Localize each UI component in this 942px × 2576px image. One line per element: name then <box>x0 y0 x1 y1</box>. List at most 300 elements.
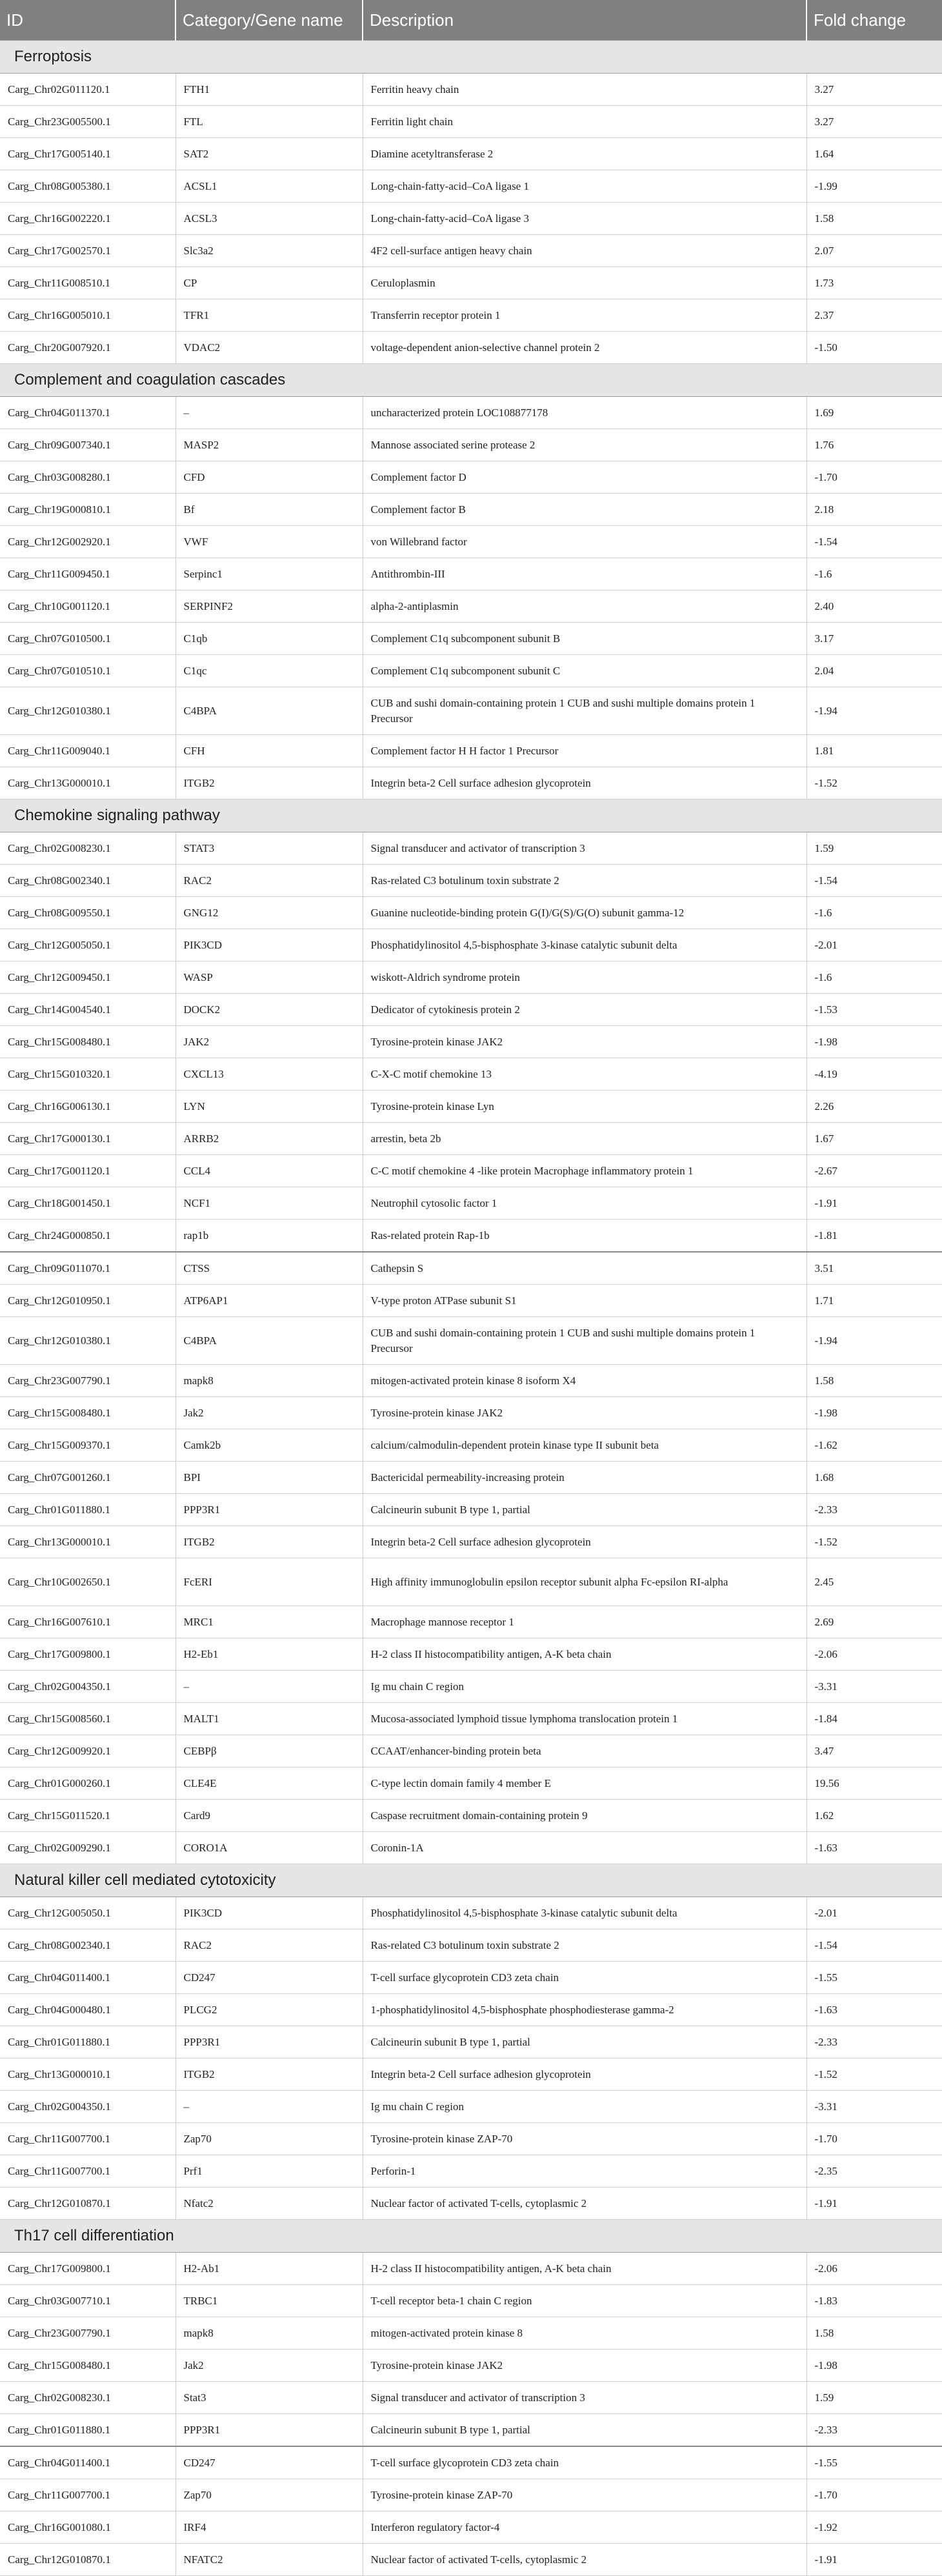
cell-description: mitogen-activated protein kinase 8 isoform X4 <box>363 1365 807 1397</box>
cell-fold-change: 3.27 <box>807 74 942 106</box>
cell-id: Carg_Chr13G000010.1 <box>0 1526 175 1558</box>
section-header-row <box>0 1864 942 1897</box>
table-row <box>0 897 942 929</box>
cell-description: Mannose associated serine protease 2 <box>363 429 807 461</box>
cell-description: 1-phosphatidylinositol 4,5-bisphosphate phosphodiesterase gamma-2 <box>363 1994 807 2026</box>
cell-gene: Slc3a2 <box>175 235 363 267</box>
cell-description: uncharacterized protein LOC108877178 <box>363 397 807 429</box>
cell-id: Carg_Chr07G010510.1 <box>0 655 175 687</box>
cell-description: T-cell surface glycoprotein CD3 zeta chain <box>363 2446 807 2479</box>
table-row <box>0 2026 942 2058</box>
cell-description: voltage-dependent anion-selective channel protein 2 <box>363 332 807 364</box>
cell-id: Carg_Chr11G009040.1 <box>0 735 175 767</box>
cell-gene: VDAC2 <box>175 332 363 364</box>
table-row <box>0 994 942 1026</box>
table-row <box>0 1703 942 1735</box>
cell-description: C-type lectin domain family 4 member E <box>363 1767 807 1800</box>
table-row <box>0 1494 942 1526</box>
cell-id: Carg_Chr09G007340.1 <box>0 429 175 461</box>
cell-gene: Jak2 <box>175 2350 363 2382</box>
cell-description: T-cell surface glycoprotein CD3 zeta chain <box>363 1962 807 1994</box>
cell-description: High affinity immunoglobulin epsilon receptor subunit alpha Fc-epsilon RI-alpha <box>363 1558 807 1606</box>
cell-description: Diamine acetyltransferase 2 <box>363 138 807 170</box>
cell-description: Interferon regulatory factor-4 <box>363 2511 807 2544</box>
header-description: Description <box>363 0 807 41</box>
cell-gene: ACSL1 <box>175 170 363 203</box>
cell-id: Carg_Chr09G011070.1 <box>0 1252 175 1285</box>
table-row <box>0 429 942 461</box>
table-row <box>0 1638 942 1671</box>
cell-fold-change: -1.52 <box>807 1526 942 1558</box>
cell-id: Carg_Chr12G010870.1 <box>0 2188 175 2220</box>
cell-fold-change: 3.27 <box>807 106 942 138</box>
table-row <box>0 203 942 235</box>
cell-fold-change: -1.50 <box>807 332 942 364</box>
table-row <box>0 1606 942 1638</box>
cell-description: Calcineurin subunit B type 1, partial <box>363 1494 807 1526</box>
table-row <box>0 1123 942 1155</box>
table-row <box>0 2317 942 2350</box>
table-row <box>0 2350 942 2382</box>
table-row <box>0 2188 942 2220</box>
cell-description: arrestin, beta 2b <box>363 1123 807 1155</box>
cell-description: Bactericidal permeability-increasing protein <box>363 1462 807 1494</box>
table-row <box>0 2058 942 2091</box>
cell-fold-change: 3.17 <box>807 623 942 655</box>
table-row <box>0 1429 942 1462</box>
cell-gene: FTL <box>175 106 363 138</box>
cell-id: Carg_Chr04G011400.1 <box>0 1962 175 1994</box>
cell-gene: C1qc <box>175 655 363 687</box>
cell-id: Carg_Chr20G007920.1 <box>0 332 175 364</box>
table-row <box>0 1929 942 1962</box>
cell-id: Carg_Chr15G008480.1 <box>0 1026 175 1058</box>
cell-fold-change: 1.71 <box>807 1285 942 1317</box>
cell-id: Carg_Chr12G009450.1 <box>0 961 175 994</box>
cell-gene: CLE4E <box>175 1767 363 1800</box>
cell-gene: mapk8 <box>175 2317 363 2350</box>
section-title: Complement and coagulation cascades <box>0 364 942 397</box>
cell-gene: JAK2 <box>175 1026 363 1058</box>
cell-gene: ITGB2 <box>175 767 363 800</box>
cell-gene: CP <box>175 267 363 299</box>
table-row <box>0 1558 942 1606</box>
cell-id: Carg_Chr04G011400.1 <box>0 2446 175 2479</box>
cell-id: Carg_Chr10G001120.1 <box>0 590 175 623</box>
cell-id: Carg_Chr12G005050.1 <box>0 929 175 961</box>
cell-gene: ACSL3 <box>175 203 363 235</box>
cell-fold-change: 2.07 <box>807 235 942 267</box>
cell-fold-change: -4.19 <box>807 1058 942 1091</box>
cell-fold-change: 1.76 <box>807 429 942 461</box>
cell-description: Guanine nucleotide-binding protein G(I)/G(S)/G(O) subunit gamma-12 <box>363 897 807 929</box>
cell-id: Carg_Chr02G009290.1 <box>0 1832 175 1864</box>
cell-description: Neutrophil cytosolic factor 1 <box>363 1187 807 1220</box>
table-row <box>0 2544 942 2576</box>
header-fold-change: Fold change <box>807 0 942 41</box>
cell-fold-change: -2.33 <box>807 2414 942 2447</box>
table-row <box>0 1832 942 1864</box>
table-row <box>0 735 942 767</box>
table-row <box>0 2382 942 2414</box>
cell-gene: Serpinc1 <box>175 558 363 590</box>
cell-fold-change: -1.63 <box>807 1994 942 2026</box>
cell-gene: PIK3CD <box>175 929 363 961</box>
section-header-row <box>0 41 942 74</box>
cell-id: Carg_Chr01G011880.1 <box>0 2026 175 2058</box>
cell-gene: – <box>175 2091 363 2123</box>
cell-id: Carg_Chr08G005380.1 <box>0 170 175 203</box>
cell-fold-change: 3.47 <box>807 1735 942 1767</box>
table-row <box>0 929 942 961</box>
section-title: Th17 cell differentiation <box>0 2220 942 2253</box>
cell-fold-change: 2.45 <box>807 1558 942 1606</box>
cell-description: von Willebrand factor <box>363 526 807 558</box>
cell-fold-change: -1.94 <box>807 1317 942 1365</box>
table-row <box>0 235 942 267</box>
cell-description: Tyrosine-protein kinase Lyn <box>363 1091 807 1123</box>
cell-gene: PLCG2 <box>175 1994 363 2026</box>
cell-fold-change: -1.52 <box>807 2058 942 2091</box>
cell-description: Nuclear factor of activated T-cells, cytoplasmic 2 <box>363 2544 807 2576</box>
cell-gene: SAT2 <box>175 138 363 170</box>
cell-gene: RAC2 <box>175 865 363 897</box>
cell-fold-change: 2.37 <box>807 299 942 332</box>
cell-description: CCAAT/enhancer-binding protein beta <box>363 1735 807 1767</box>
table-row <box>0 494 942 526</box>
cell-id: Carg_Chr16G005010.1 <box>0 299 175 332</box>
cell-gene: C4BPA <box>175 1317 363 1365</box>
table-row <box>0 590 942 623</box>
cell-gene: FTH1 <box>175 74 363 106</box>
cell-gene: PPP3R1 <box>175 2414 363 2447</box>
cell-id: Carg_Chr12G010950.1 <box>0 1285 175 1317</box>
cell-description: Macrophage mannose receptor 1 <box>363 1606 807 1638</box>
cell-id: Carg_Chr19G000810.1 <box>0 494 175 526</box>
cell-gene: BPI <box>175 1462 363 1494</box>
cell-id: Carg_Chr12G010380.1 <box>0 687 175 735</box>
table-row <box>0 1155 942 1187</box>
cell-fold-change: -1.54 <box>807 526 942 558</box>
cell-description: calcium/calmodulin-dependent protein kinase type II subunit beta <box>363 1429 807 1462</box>
cell-id: Carg_Chr15G011520.1 <box>0 1800 175 1832</box>
cell-id: Carg_Chr12G009920.1 <box>0 1735 175 1767</box>
cell-gene: GNG12 <box>175 897 363 929</box>
cell-fold-change: -1.6 <box>807 961 942 994</box>
cell-fold-change: -1.52 <box>807 767 942 800</box>
cell-id: Carg_Chr24G000850.1 <box>0 1220 175 1253</box>
cell-fold-change: -2.01 <box>807 929 942 961</box>
table-row <box>0 1962 942 1994</box>
table-row <box>0 1091 942 1123</box>
cell-gene: PPP3R1 <box>175 1494 363 1526</box>
cell-description: Calcineurin subunit B type 1, partial <box>363 2026 807 2058</box>
cell-id: Carg_Chr07G010500.1 <box>0 623 175 655</box>
cell-fold-change: -1.98 <box>807 2350 942 2382</box>
table-row <box>0 461 942 494</box>
table-row <box>0 1897 942 1929</box>
cell-fold-change: -1.53 <box>807 994 942 1026</box>
table-row <box>0 1767 942 1800</box>
table-header <box>0 0 942 41</box>
table-row <box>0 1994 942 2026</box>
cell-description: Tyrosine-protein kinase ZAP-70 <box>363 2479 807 2511</box>
cell-gene: LYN <box>175 1091 363 1123</box>
table-row <box>0 1285 942 1317</box>
cell-description: Complement factor D <box>363 461 807 494</box>
cell-description: Cathepsin S <box>363 1252 807 1285</box>
cell-id: Carg_Chr17G002570.1 <box>0 235 175 267</box>
cell-fold-change: -2.67 <box>807 1155 942 1187</box>
cell-fold-change: -1.55 <box>807 2446 942 2479</box>
cell-id: Carg_Chr11G007700.1 <box>0 2479 175 2511</box>
cell-description: Ras-related C3 botulinum toxin substrate 2 <box>363 865 807 897</box>
cell-fold-change: -2.01 <box>807 1897 942 1929</box>
section-header-row <box>0 2220 942 2253</box>
cell-id: Carg_Chr18G001450.1 <box>0 1187 175 1220</box>
cell-fold-change: 1.59 <box>807 832 942 865</box>
cell-gene: MALT1 <box>175 1703 363 1735</box>
cell-fold-change: -3.31 <box>807 2091 942 2123</box>
cell-description: mitogen-activated protein kinase 8 <box>363 2317 807 2350</box>
cell-gene: Zap70 <box>175 2123 363 2155</box>
cell-fold-change: 1.58 <box>807 1365 942 1397</box>
cell-description: Ras-related protein Rap-1b <box>363 1220 807 1253</box>
cell-fold-change: -1.84 <box>807 1703 942 1735</box>
cell-fold-change: 2.69 <box>807 1606 942 1638</box>
table-row <box>0 1735 942 1767</box>
cell-description: Signal transducer and activator of transcription 3 <box>363 2382 807 2414</box>
cell-id: Carg_Chr17G009800.1 <box>0 1638 175 1671</box>
cell-fold-change: 3.51 <box>807 1252 942 1285</box>
cell-description: Long-chain-fatty-acid–CoA ligase 3 <box>363 203 807 235</box>
cell-description: Integrin beta-2 Cell surface adhesion glycoprotein <box>363 2058 807 2091</box>
cell-fold-change: 1.69 <box>807 397 942 429</box>
cell-fold-change: 1.81 <box>807 735 942 767</box>
cell-id: Carg_Chr12G005050.1 <box>0 1897 175 1929</box>
cell-id: Carg_Chr14G004540.1 <box>0 994 175 1026</box>
cell-description: Calcineurin subunit B type 1, partial <box>363 2414 807 2447</box>
cell-id: Carg_Chr13G000010.1 <box>0 767 175 800</box>
cell-gene: DOCK2 <box>175 994 363 1026</box>
section-header-row <box>0 800 942 832</box>
cell-fold-change: -2.33 <box>807 1494 942 1526</box>
cell-fold-change: 1.73 <box>807 267 942 299</box>
cell-description: Ferritin light chain <box>363 106 807 138</box>
cell-id: Carg_Chr12G002920.1 <box>0 526 175 558</box>
cell-fold-change: 1.58 <box>807 203 942 235</box>
cell-description: Perforin-1 <box>363 2155 807 2188</box>
cell-id: Carg_Chr01G000260.1 <box>0 1767 175 1800</box>
cell-id: Carg_Chr12G010380.1 <box>0 1317 175 1365</box>
cell-fold-change: -2.06 <box>807 2253 942 2285</box>
cell-description: Tyrosine-protein kinase JAK2 <box>363 2350 807 2382</box>
table-row <box>0 655 942 687</box>
cell-gene: ARRB2 <box>175 1123 363 1155</box>
cell-id: Carg_Chr11G008510.1 <box>0 267 175 299</box>
table-row <box>0 1365 942 1397</box>
cell-description: V-type proton ATPase subunit S1 <box>363 1285 807 1317</box>
cell-fold-change: -1.98 <box>807 1026 942 1058</box>
cell-fold-change: -1.99 <box>807 170 942 203</box>
cell-gene: CEBPβ <box>175 1735 363 1767</box>
cell-gene: rap1b <box>175 1220 363 1253</box>
cell-fold-change: -1.70 <box>807 461 942 494</box>
table-row <box>0 558 942 590</box>
cell-id: Carg_Chr01G011880.1 <box>0 2414 175 2447</box>
cell-gene: STAT3 <box>175 832 363 865</box>
cell-description: Complement factor B <box>363 494 807 526</box>
cell-description: 4F2 cell-surface antigen heavy chain <box>363 235 807 267</box>
cell-id: Carg_Chr15G010320.1 <box>0 1058 175 1091</box>
cell-description: C-C motif chemokine 4 -like protein Macrophage inflammatory protein 1 <box>363 1155 807 1187</box>
cell-fold-change: -1.70 <box>807 2123 942 2155</box>
cell-gene: Bf <box>175 494 363 526</box>
table-row <box>0 1026 942 1058</box>
cell-description: Complement factor H H factor 1 Precursor <box>363 735 807 767</box>
table-row <box>0 623 942 655</box>
cell-gene: WASP <box>175 961 363 994</box>
cell-id: Carg_Chr11G009450.1 <box>0 558 175 590</box>
table-row <box>0 1526 942 1558</box>
cell-id: Carg_Chr15G008480.1 <box>0 2350 175 2382</box>
cell-fold-change: 2.40 <box>807 590 942 623</box>
cell-fold-change: 1.59 <box>807 2382 942 2414</box>
cell-gene: FcERI <box>175 1558 363 1606</box>
table-row <box>0 526 942 558</box>
cell-description: Antithrombin-III <box>363 558 807 590</box>
table-row <box>0 2446 942 2479</box>
cell-description: Tyrosine-protein kinase ZAP-70 <box>363 2123 807 2155</box>
cell-description: H-2 class II histocompatibility antigen, A-K beta chain <box>363 2253 807 2285</box>
table-row <box>0 767 942 800</box>
cell-description: wiskott-Aldrich syndrome protein <box>363 961 807 994</box>
table-row <box>0 1317 942 1365</box>
cell-id: Carg_Chr16G002220.1 <box>0 203 175 235</box>
cell-gene: Nfatc2 <box>175 2188 363 2220</box>
cell-id: Carg_Chr23G007790.1 <box>0 1365 175 1397</box>
cell-description: Ferritin heavy chain <box>363 74 807 106</box>
cell-fold-change: -1.55 <box>807 1962 942 1994</box>
cell-id: Carg_Chr10G002650.1 <box>0 1558 175 1606</box>
cell-gene: CD247 <box>175 2446 363 2479</box>
cell-fold-change: -1.54 <box>807 1929 942 1962</box>
cell-description: Long-chain-fatty-acid–CoA ligase 1 <box>363 170 807 203</box>
section-header-row <box>0 364 942 397</box>
cell-fold-change: -3.31 <box>807 1671 942 1703</box>
cell-id: Carg_Chr03G008280.1 <box>0 461 175 494</box>
cell-description: Caspase recruitment domain-containing protein 9 <box>363 1800 807 1832</box>
cell-fold-change: 19.56 <box>807 1767 942 1800</box>
cell-gene: TFR1 <box>175 299 363 332</box>
cell-id: Carg_Chr02G008230.1 <box>0 2382 175 2414</box>
table-row <box>0 1058 942 1091</box>
table-row <box>0 170 942 203</box>
cell-description: Dedicator of cytokinesis protein 2 <box>363 994 807 1026</box>
cell-description: Tyrosine-protein kinase JAK2 <box>363 1397 807 1429</box>
cell-description: C-X-C motif chemokine 13 <box>363 1058 807 1091</box>
cell-gene: CTSS <box>175 1252 363 1285</box>
table-row <box>0 961 942 994</box>
table-row <box>0 2285 942 2317</box>
cell-description: H-2 class II histocompatibility antigen, A-K beta chain <box>363 1638 807 1671</box>
table-row <box>0 2123 942 2155</box>
cell-gene: ITGB2 <box>175 1526 363 1558</box>
cell-gene: PIK3CD <box>175 1897 363 1929</box>
cell-id: Carg_Chr03G007710.1 <box>0 2285 175 2317</box>
cell-id: Carg_Chr17G000130.1 <box>0 1123 175 1155</box>
header-id: ID <box>0 0 175 41</box>
cell-fold-change: -1.91 <box>807 2544 942 2576</box>
section-title: Chemokine signaling pathway <box>0 800 942 832</box>
cell-description: Transferrin receptor protein 1 <box>363 299 807 332</box>
table-row <box>0 397 942 429</box>
table-row <box>0 2253 942 2285</box>
cell-gene: – <box>175 1671 363 1703</box>
cell-description: Complement C1q subcomponent subunit B <box>363 623 807 655</box>
cell-id: Carg_Chr16G001080.1 <box>0 2511 175 2544</box>
cell-description: Ras-related C3 botulinum toxin substrate 2 <box>363 1929 807 1962</box>
cell-description: Complement C1q subcomponent subunit C <box>363 655 807 687</box>
cell-description: Phosphatidylinositol 4,5-bisphosphate 3-kinase catalytic subunit delta <box>363 929 807 961</box>
table-body <box>0 41 942 2576</box>
cell-id: Carg_Chr07G001260.1 <box>0 1462 175 1494</box>
table-row <box>0 2414 942 2447</box>
table-row <box>0 1462 942 1494</box>
cell-fold-change: -1.83 <box>807 2285 942 2317</box>
cell-fold-change: 1.62 <box>807 1800 942 1832</box>
cell-fold-change: -1.81 <box>807 1220 942 1253</box>
table-row <box>0 332 942 364</box>
cell-description: Integrin beta-2 Cell surface adhesion glycoprotein <box>363 1526 807 1558</box>
cell-gene: SERPINF2 <box>175 590 363 623</box>
table-row <box>0 267 942 299</box>
table-row <box>0 2511 942 2544</box>
cell-description: Nuclear factor of activated T-cells, cytoplasmic 2 <box>363 2188 807 2220</box>
cell-description: Phosphatidylinositol 4,5-bisphosphate 3-kinase catalytic subunit delta <box>363 1897 807 1929</box>
cell-id: Carg_Chr23G007790.1 <box>0 2317 175 2350</box>
cell-gene: Jak2 <box>175 1397 363 1429</box>
cell-fold-change: 2.26 <box>807 1091 942 1123</box>
cell-id: Carg_Chr16G006130.1 <box>0 1091 175 1123</box>
cell-gene: Prf1 <box>175 2155 363 2188</box>
cell-gene: CXCL13 <box>175 1058 363 1091</box>
cell-fold-change: -1.6 <box>807 558 942 590</box>
cell-gene: C4BPA <box>175 687 363 735</box>
cell-fold-change: -1.91 <box>807 1187 942 1220</box>
table-row <box>0 74 942 106</box>
cell-gene: H2-Eb1 <box>175 1638 363 1671</box>
cell-description: Mucosa-associated lymphoid tissue lymphoma translocation protein 1 <box>363 1703 807 1735</box>
cell-id: Carg_Chr02G008230.1 <box>0 832 175 865</box>
cell-gene: VWF <box>175 526 363 558</box>
cell-gene: Zap70 <box>175 2479 363 2511</box>
cell-gene: ATP6AP1 <box>175 1285 363 1317</box>
cell-id: Carg_Chr23G005500.1 <box>0 106 175 138</box>
cell-id: Carg_Chr13G000010.1 <box>0 2058 175 2091</box>
section-title: Ferroptosis <box>0 41 942 74</box>
cell-gene: TRBC1 <box>175 2285 363 2317</box>
cell-gene: H2-Ab1 <box>175 2253 363 2285</box>
cell-description: Coronin-1A <box>363 1832 807 1864</box>
cell-gene: IRF4 <box>175 2511 363 2544</box>
cell-fold-change: 2.04 <box>807 655 942 687</box>
cell-gene: CFH <box>175 735 363 767</box>
cell-fold-change: -1.63 <box>807 1832 942 1864</box>
table-row <box>0 1187 942 1220</box>
cell-description: alpha-2-antiplasmin <box>363 590 807 623</box>
cell-description: Ceruloplasmin <box>363 267 807 299</box>
